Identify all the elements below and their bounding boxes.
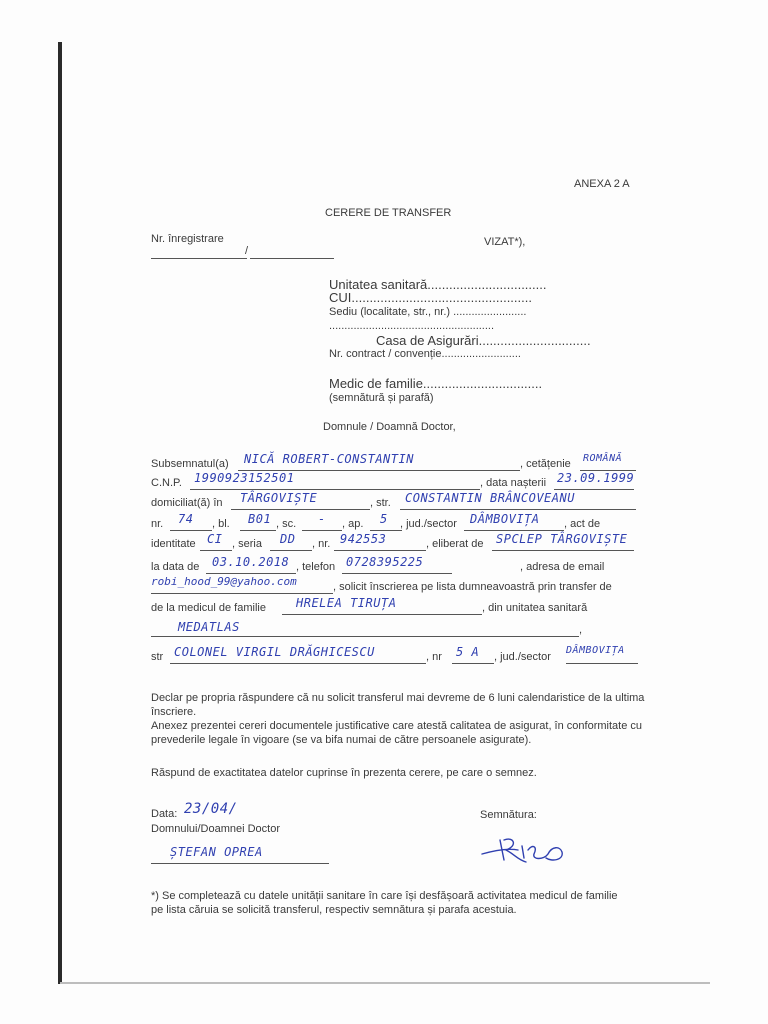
headquarters-field: Sediu (localitate, str., nr.) ........................ [329,306,527,318]
email-label: , adresa de email [520,561,605,573]
contract-field: Nr. contract / convenție.......................... [329,348,521,360]
unit-street-label: str [151,651,164,663]
insurance-house-field: Casa de Asigurări............................... [376,333,591,348]
unit-county-line [566,663,638,664]
unit-number-label: , nr [426,651,442,663]
street-label: , str. [370,497,391,509]
id-number-label: , nr. [312,538,331,550]
declaration-2: Anexez prezentei cereri documentele justificative care atestă calitatea de asigurat, în conformitate cu prevederile legale în vigoare (se va bifa numai de către persoanele asigurate). [151,720,642,746]
id-number-value: 942553 [340,532,387,546]
phone-line [342,573,452,574]
id-type-line [200,550,232,551]
cnp-line [190,489,480,490]
unit-street-line [170,663,426,664]
apartment-line [370,530,402,531]
registration-slash: / [245,245,249,257]
apartment-label: , ap. [342,518,364,530]
issued-by-value: SPCLEP TÂRGOVIȘTE [496,532,628,546]
block-value: B01 [248,512,272,526]
declaration-3: Răspund de exactitatea datelor cuprinse în prezenta cerere, pe care o semnez. [151,767,537,779]
block-line [240,530,276,531]
citizenship-label: , cetățenie [520,458,571,470]
request-text: , solicit înscrierea pe lista dumneavoastră prin transfer de [333,581,612,593]
issued-by-label: , eliberat de [426,538,484,550]
phone-value: 0728395225 [346,555,424,569]
applicant-name: NICĂ ROBERT-CONSTANTIN [244,452,414,466]
block-label: , bl. [212,518,230,530]
medical-unit-comma: , [579,624,583,636]
registration-label: Nr. înregistrare [151,233,224,245]
from-doctor-line [282,614,482,615]
series-value: DD [280,532,296,546]
unit-number-line [452,663,494,664]
identity-label: identitate [151,538,196,550]
salutation: Domnule / Doamnă Doctor, [323,421,456,433]
county-value: DÂMBOVIȚA [470,512,540,526]
cui-field: CUI.................................................. [329,290,532,305]
staircase-value: - [318,512,326,526]
street-value: CONSTANTIN BRÂNCOVEANU [405,491,575,505]
unit-name-field: Unitatea sanitară................................. [329,277,547,292]
county-label: , jud./sector [400,518,457,530]
issue-date-value: 03.10.2018 [212,555,290,569]
unit-number-value: 5 A [456,645,480,659]
id-type-value: CI [207,532,223,546]
number-label: nr. [151,518,164,530]
document-title: CERERE DE TRANSFER [325,207,452,219]
undersigned-label: Subsemnatul(a) [151,458,229,470]
from-doctor-value: HRELEA TIRUȚA [296,596,397,610]
birth-date-value: 23.09.1999 [557,471,635,485]
cnp-label: C.N.P. [151,477,182,489]
series-line [270,550,312,551]
number-line [170,530,212,531]
headquarters-dots: ...................................................... [329,320,495,332]
email-line [151,593,333,594]
date-label: Data: [151,808,178,820]
registration-line-1 [151,258,247,259]
street-line [400,509,636,510]
series-label: , seria [232,538,262,550]
citizenship-value: ROMÂNĂ [583,453,623,464]
unit-county-label: , jud./sector [494,651,551,663]
birth-date-line [554,489,634,490]
footnote: *) Se completează cu datele unității sanitare în care își desfășoară activitatea medicul de familie pe lista căruia se solicită transferul, respectiv semnătura și parafa acestuia. [151,890,618,916]
page-edge [58,42,62,984]
email-value: robi_hood_99@yahoo.com [151,575,297,588]
signature-stamp-note: (semnătură și parafă) [329,392,434,404]
issue-date-label: la data de [151,561,200,573]
staircase-line [302,530,342,531]
doctor-address-label: Domnului/Doamnei Doctor [151,823,280,835]
declaration-1: Declar pe propria răspundere că nu solicit transferul mai devreme de 6 luni calendaristice de la ultima înscriere. [151,692,645,718]
domicile-label: domiciliat(ă) în [151,497,223,509]
handwritten-signature [478,828,568,872]
domicile-line [231,509,370,510]
issued-by-line [492,550,634,551]
apartment-value: 5 [380,512,388,526]
cnp-value: 1990923152501 [194,471,295,485]
staircase-label: , sc. [276,518,297,530]
domicile-value: TÂRGOVIȘTE [240,491,318,505]
birth-date-label: , data nașterii [480,477,547,489]
from-doctor-label: de la medicul de familie [151,602,266,614]
vizat-label: VIZAT*), [484,236,526,248]
id-document-label: , act de [564,518,601,530]
id-number-line [334,550,426,551]
phone-label: , telefon [296,561,336,573]
number-value: 74 [178,512,194,526]
medical-unit-line [151,636,579,637]
annex-label: ANEXA 2 A [574,178,630,190]
unit-county-value: DÂMBOVIȚA [566,645,625,656]
issue-date-line [206,573,296,574]
county-line [464,530,564,531]
signature-label: Semnătura: [480,809,537,821]
from-unit-label: , din unitatea sanitară [482,602,588,614]
medical-unit-value: MEDATLAS [178,620,240,634]
page-bottom-edge [60,982,710,984]
doctor-name-value: ȘTEFAN OPREA [170,845,263,859]
family-doctor-field: Medic de familie................................. [329,376,543,391]
doctor-name-line [151,863,329,864]
date-value: 23/04/ [184,801,238,817]
registration-line-2 [250,258,334,259]
unit-street-value: COLONEL VIRGIL DRĂGHICESCU [174,645,375,659]
